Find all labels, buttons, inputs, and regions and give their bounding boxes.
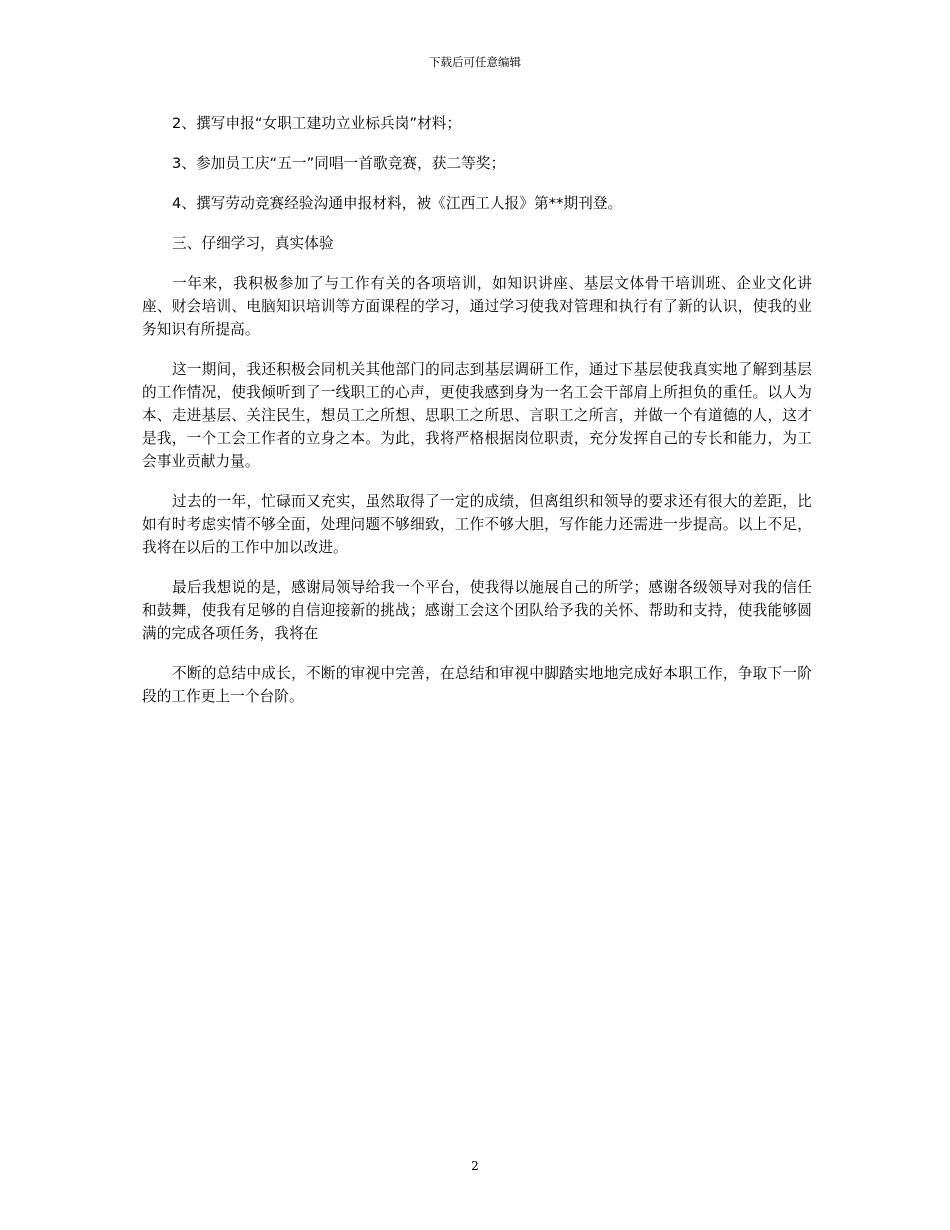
paragraph-closing: 不断的总结中成长，不断的审视中完善，在总结和审视中脚踏实地地完成好本职工作，争取下一阶段的工作更上一个台阶。 (142, 665, 812, 705)
document-body (142, 112, 812, 725)
page-number: 2 (471, 1159, 479, 1173)
paragraph-item-4: 4、撰写劳动竞赛经验沟通申报材料，被《江西工人报》第**期刊登。 (172, 195, 623, 212)
paragraph-item-3: 3、参加员工庆“五一”同唱一首歌竞赛，获二等奖； (172, 155, 506, 172)
paragraph-item-2: 2、撰写申报“女职工建功立业标兵岗”材料； (172, 115, 462, 132)
paragraph-thanks: 最后我想说的是，感谢局领导给我一个平台，使我得以施展自己的所学；感谢各级领导对我的信任和鼓舞，使我有足够的自信迎接新的挑战；感谢工会这个团队给予我的关怀、帮助和支持，使我能够圆满的完成各项任务，我将在 (142, 579, 812, 642)
paragraph-research: 这一期间，我还积极会同机关其他部门的同志到基层调研工作，通过下基层使我真实地了解到基层的工作情况，使我倾听到了一线职工的心声，更使我感到身为一名工会干部肩上所担负的重任。以人为本、走进基层、关注民生，想员工之所想、思职工之所思、言职工之所言，并做一个有道德的人，这才是我，一个工会工作者的立身之本。为此，我将严格根据岗位职责，充分发挥自己的专长和能力，为工会事业贡献力量。 (142, 361, 812, 470)
paragraph-training: 一年来，我积极参加了与工作有关的各项培训，如知识讲座、基层文体骨干培训班、企业文化讲座、财会培训、电脑知识培训等方面课程的学习，通过学习使我对管理和执行有了新的认识，使我的业务知识有所提高。 (142, 275, 812, 338)
paragraph-summary: 过去的一年，忙碌而又充实，虽然取得了一定的成绩，但离组织和领导的要求还有很大的差距，比如有时考虑实情不够全面，处理问题不够细致，工作不够大胆，写作能力还需进一步提高。以上不足，我将在以后的工作中加以改进。 (142, 493, 812, 556)
section-heading: 三、仔细学习，真实体验 (172, 235, 334, 252)
page-header: 下载后可任意编辑 (429, 55, 521, 69)
